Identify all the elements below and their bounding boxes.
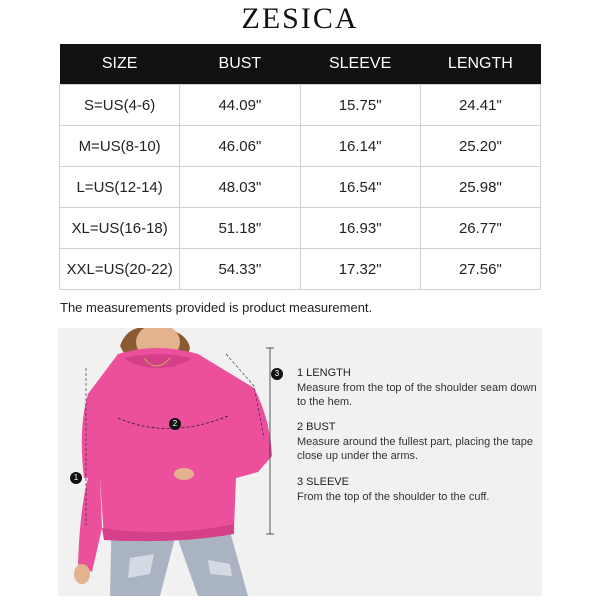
marker-3: 3 — [271, 368, 283, 380]
cell-sleeve: 16.14" — [300, 126, 420, 167]
table-row — [60, 85, 541, 126]
cell-sleeve: 17.32" — [300, 249, 420, 290]
cell-bust: 46.06" — [180, 126, 300, 167]
cell-size: XXL=US(20-22) — [60, 249, 180, 290]
cell-length: 24.41" — [420, 85, 540, 126]
marker-1: 1 — [70, 472, 82, 484]
size-chart-table — [59, 44, 541, 290]
instruction-sleeve-text: From the top of the shoulder to the cuff. — [297, 490, 490, 503]
instruction-sleeve — [297, 475, 537, 504]
cell-sleeve: 16.93" — [300, 208, 420, 249]
cell-size: M=US(8-10) — [60, 126, 180, 167]
cell-sleeve: 16.54" — [300, 167, 420, 208]
cell-bust: 51.18" — [180, 208, 300, 249]
instruction-sleeve-title: 3 SLEEVE — [297, 476, 349, 488]
header-bust: BUST — [180, 44, 300, 85]
cell-bust: 54.33" — [180, 249, 300, 290]
header-sleeve: SLEEVE — [300, 44, 420, 85]
header-size: SIZE — [60, 44, 180, 85]
instruction-bust-title: 2 BUST — [297, 421, 336, 433]
cell-length: 27.56" — [420, 249, 540, 290]
instruction-bust — [297, 420, 537, 464]
instruction-length-title: 1 LENGTH — [297, 367, 351, 379]
instruction-length-text: Measure from the top of the shoulder seam down to the hem. — [297, 381, 537, 408]
table-row — [60, 208, 541, 249]
cell-length: 26.77" — [420, 208, 540, 249]
table-row — [60, 126, 541, 167]
cell-sleeve: 15.75" — [300, 85, 420, 126]
header-length: LENGTH — [420, 44, 540, 85]
instruction-bust-text: Measure around the fullest part, placing the tape close up under the arms. — [297, 435, 534, 462]
cell-bust: 48.03" — [180, 167, 300, 208]
cell-size: XL=US(16-18) — [60, 208, 180, 249]
cell-size: L=US(12-14) — [60, 167, 180, 208]
instruction-length — [297, 366, 537, 410]
cell-length: 25.20" — [420, 126, 540, 167]
cell-bust: 44.09" — [180, 85, 300, 126]
measurement-note: The measurements provided is product measurement. — [60, 300, 373, 315]
table-row — [60, 167, 541, 208]
cell-size: S=US(4-6) — [60, 85, 180, 126]
cell-length: 25.98" — [420, 167, 540, 208]
size-chart-header-row — [60, 44, 541, 85]
product-photo — [58, 328, 284, 596]
marker-2: 2 — [169, 418, 181, 430]
brand-logo: ZESICA — [241, 2, 359, 35]
table-row — [60, 249, 541, 290]
model-illustration — [58, 328, 284, 596]
